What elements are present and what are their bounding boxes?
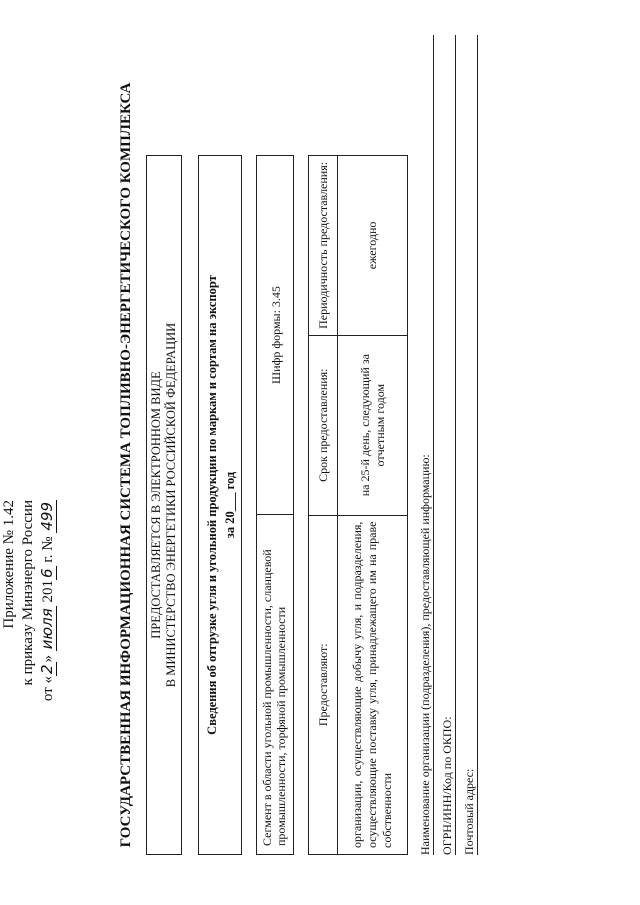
cell-providers: организации, осуществляющие добычу угля, и подразделения, осуществляющие поставку угля, принадлежащего им на праве собственности	[338, 515, 408, 854]
appendix-order-ref: к приказу Минэнерго России	[20, 500, 36, 686]
report-title-box	[198, 155, 242, 855]
appendix-header	[0, 500, 58, 701]
address-line	[460, 35, 478, 855]
table-header-row	[309, 156, 338, 855]
org-name-label: Наименование организации (подразделения), предоставляющей информацию:	[418, 454, 432, 855]
appendix-number: Приложение № 1.42	[1, 500, 17, 629]
org-name-line	[416, 35, 434, 855]
ogrn-underline	[455, 35, 456, 855]
ogrn-line	[438, 35, 456, 855]
address-underline	[477, 35, 478, 855]
form-code: Шифр формы: 3.45	[269, 286, 283, 384]
cell-frequency: ежегодно	[338, 156, 408, 336]
segment-box	[256, 155, 294, 855]
header-deadline: Срок предоставления:	[309, 335, 338, 515]
report-title: Сведения об отгрузке угля и угольной продукции по маркам и сортам на экспорт	[205, 275, 219, 735]
segment-text: Сегмент в области угольной промышленности, сланцевой промышленности, торфяной промышленности	[257, 514, 293, 854]
submission-box	[146, 155, 182, 855]
handwritten-month: июля	[38, 608, 56, 650]
org-name-underline	[433, 35, 434, 855]
header-frequency: Периодичность предоставления:	[309, 156, 338, 336]
handwritten-order-number: 499	[38, 502, 56, 531]
table-row	[338, 156, 408, 855]
submission-line-1: ПРЕДОСТАВЛЯЕТСЯ В ЭЛЕКТРОННОМ ВИДЕ	[149, 371, 163, 639]
ogrn-label: ОГРН/ИНН/Код по ОКПО:	[440, 716, 454, 855]
submission-line-2: В МИНИСТЕРСТВО ЭНЕРГЕТИКИ РОССИЙСКОЙ ФЕДЕРАЦИИ	[164, 322, 178, 688]
address-label: Почтовый адрес:	[462, 768, 476, 855]
handwritten-year-digit: 6	[38, 568, 56, 578]
submission-table	[308, 155, 408, 855]
report-period: за 20___ год	[223, 471, 237, 539]
header-providers: Предоставляют:	[309, 515, 338, 854]
handwritten-day: 2	[38, 664, 56, 675]
cell-deadline: на 25-й день, следующий за отчетным годом	[338, 335, 408, 515]
system-title: ГОСУДАРСТВЕННАЯ ИНФОРМАЦИОННАЯ СИСТЕМА ТОПЛИВНО-ЭНЕРГЕТИЧЕСКОГО КОМПЛЕКСА	[118, 82, 134, 848]
appendix-date-line: от «2» июля 2016 г. № 499	[38, 502, 56, 702]
